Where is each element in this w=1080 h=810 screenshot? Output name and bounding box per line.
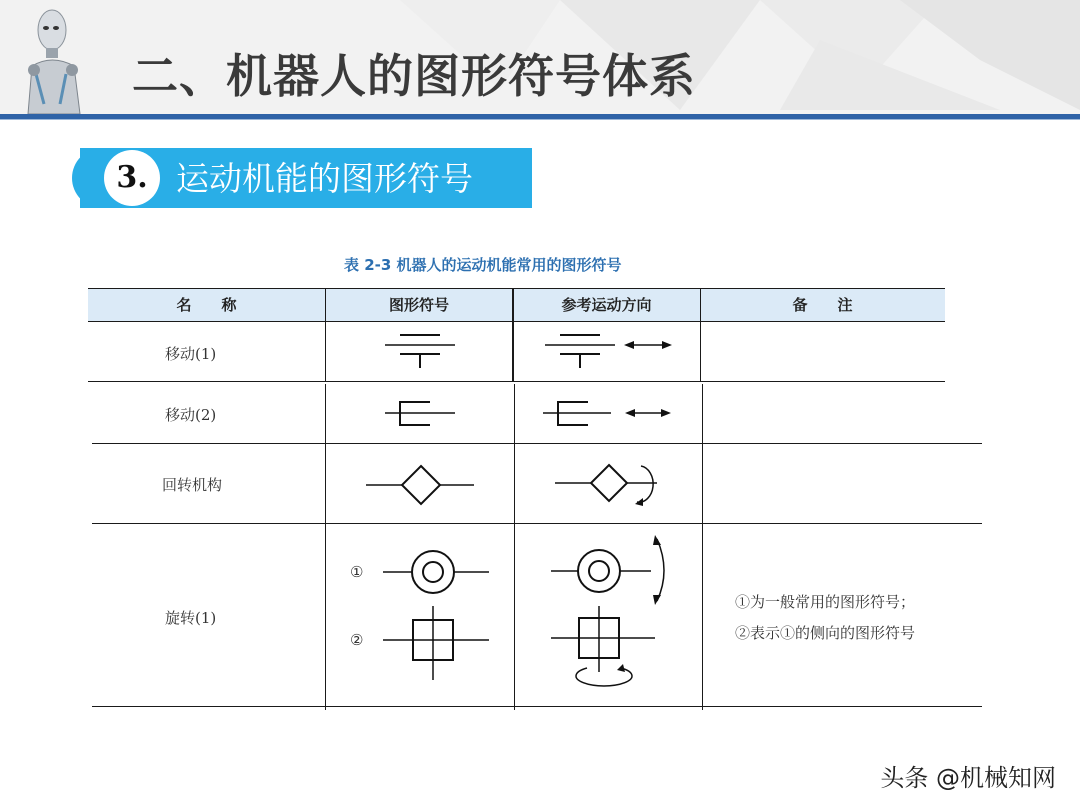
title-underline-thin	[0, 119, 1080, 120]
table-divider	[325, 384, 326, 710]
note-line-2: ②表示①的侧向的图形符号	[735, 624, 916, 642]
table-rule	[92, 706, 982, 707]
row-name-move-2: 移动(2)	[165, 406, 217, 424]
watermark: 头条 @机械知网	[880, 764, 1056, 792]
table-rule	[88, 321, 945, 322]
table-rule	[88, 288, 945, 289]
table-rule	[92, 443, 982, 444]
page-title: 二、机器人的图形符号体系	[132, 49, 696, 103]
column-header-note: 备 注	[792, 296, 853, 314]
section-number-badge: 3.	[104, 150, 160, 206]
section-title: 运动机能的图形符号	[176, 159, 473, 198]
revolute-joint-side-symbol	[383, 606, 493, 681]
table-divider	[700, 288, 701, 382]
rotary-mechanism-direction-symbol	[555, 458, 665, 508]
prismatic-joint-2-direction-symbol	[543, 398, 683, 430]
prismatic-joint-1-symbol	[380, 330, 460, 370]
table-rule	[88, 381, 945, 382]
revolute-joint-side-direction-symbol	[551, 606, 661, 691]
table-divider	[514, 384, 515, 710]
robot-figure-icon	[22, 4, 86, 114]
prismatic-joint-2-symbol	[385, 398, 465, 430]
column-header-direction: 参考运动方向	[561, 296, 652, 314]
rotate-variant-marker-1: ①	[350, 563, 364, 581]
table-rule	[92, 523, 982, 524]
table-divider	[325, 288, 326, 382]
row-name-move-1: 移动(1)	[165, 345, 217, 363]
prismatic-joint-1-direction-symbol	[540, 330, 680, 370]
row-name-rotary-mechanism: 回转机构	[162, 476, 223, 494]
revolute-joint-front-direction-symbol	[551, 533, 681, 608]
table-caption: 表 2-3 机器人的运动机能常用的图形符号	[344, 256, 622, 274]
table-divider	[702, 384, 703, 710]
revolute-joint-front-symbol	[383, 547, 493, 597]
note-line-1: ①为一般常用的图形符号；	[735, 593, 916, 611]
column-header-name: 名 称	[176, 296, 237, 314]
row-name-rotate-1: 旋转(1)	[165, 609, 217, 627]
column-header-symbol: 图形符号	[388, 296, 449, 314]
rotate-variant-marker-2: ②	[350, 631, 364, 649]
table-divider	[512, 288, 514, 382]
rotary-mechanism-symbol	[366, 462, 476, 508]
